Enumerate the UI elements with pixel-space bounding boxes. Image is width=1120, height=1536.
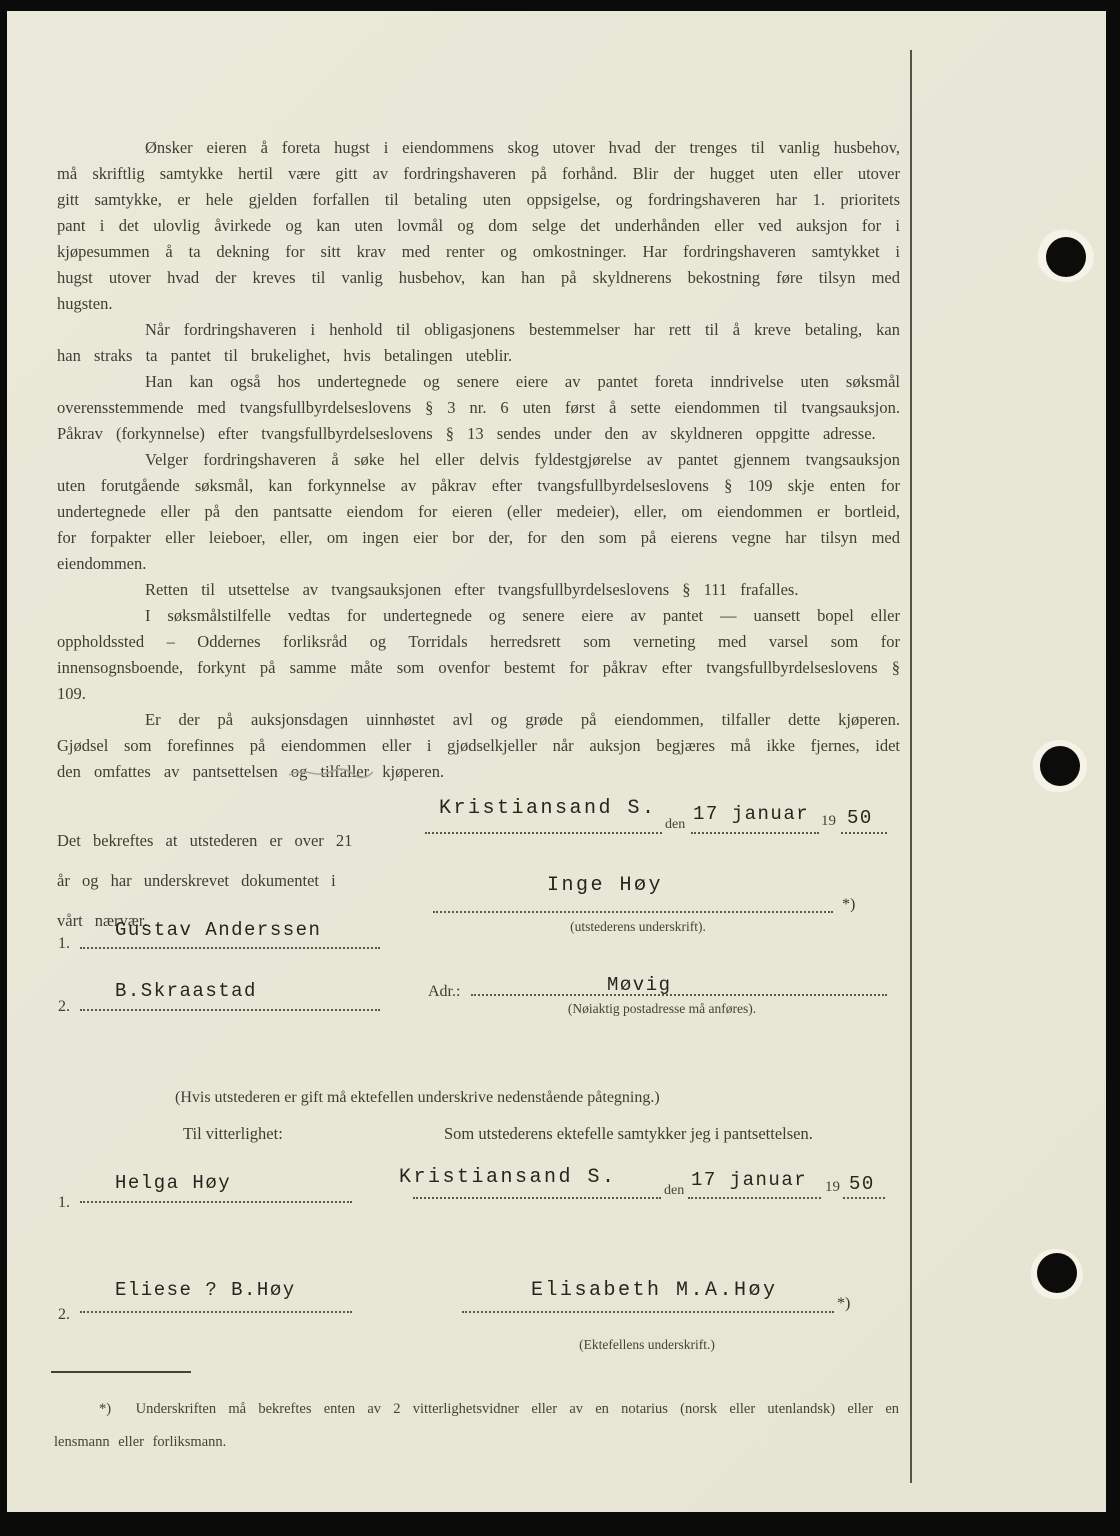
footnote-marker: *) <box>99 1401 112 1417</box>
legal-paragraph: Retten til utsettelse av tvangsauksjonen efter tvangsfullbyrdelseslovens § 111 frafalles. <box>145 580 799 599</box>
year-typed: 50 <box>847 807 873 829</box>
legal-paragraph: Velger fordringshaveren å søke hel eller delvis fyldestgjørelse av pantet gjennem tvangsauksjon uten forutgående søksmål, kan forkynnelse av påkrav efter tvangsfullbyrdelseslovens § 109 skje enten for undertegnede eller på den pantsatte eiendom for eieren (eller medeier), eller, om eiendommen er bortleid, for forpakter eller leieboer, eller, om ingen eier bor der, for den som på eierens vegne har tilsyn med eiendommen. <box>57 450 900 573</box>
spouse-witness1-name: Helga Høy <box>115 1172 232 1194</box>
spouse-place-dotted-line <box>413 1197 661 1199</box>
til-vitterlighet-label: Til vitterlighet: <box>183 1124 283 1143</box>
spouse-witness2-name: Eliese ? B.Høy <box>115 1279 296 1301</box>
place-typed: Kristiansand S. <box>439 797 657 820</box>
footnote-rule <box>51 1371 191 1373</box>
address-caption: (Nøiaktig postadresse må anføres). <box>567 1001 757 1016</box>
spouse-instruction: (Hvis utstederen er gift må ektefellen underskrive nedenstående påtegning.) <box>175 1089 660 1106</box>
spouse-year-typed: 50 <box>849 1173 875 1195</box>
address-typed: Møvig <box>607 974 672 996</box>
paper-sheet <box>7 11 1106 1512</box>
address-label: Adr.: <box>428 983 461 1000</box>
year-dotted-line <box>841 832 887 834</box>
footnote-body: Underskriften må bekreftes enten av 2 vitterlighetsvidner eller av en notarius (norsk eller utenlandsk) eller en lensmann eller forliksmann. <box>54 1401 899 1450</box>
spouse-witness1-dotted-line <box>80 1201 352 1203</box>
witness2-name: B.Skraastad <box>115 980 257 1002</box>
attestation-note-line: Det bekreftes at utstederen er over 21 <box>57 831 353 850</box>
legal-paragraph: Han kan også hos undertegnede og senere eiere av pantet foreta inndrivelse uten søksmål overensstemmende med tvangsfullbyrdelseslovens § 3 nr. 6 uten først å sette eiendommen til tvangsauksjon. Påkrav (forkynnelse) efter tvangsfullbyrdelseslovens § 13 sendes under den av skyldneren oppgitte adresse. <box>57 372 900 443</box>
spouse-witness2-dotted-line <box>80 1311 352 1313</box>
punch-hole <box>1040 746 1080 786</box>
spouse-signature: Elisabeth M.A.Høy <box>531 1279 778 1302</box>
attestation-note-line: vårt nærvær. <box>57 911 148 930</box>
spouse-witness1-number: 1. <box>58 1194 70 1211</box>
spouse-date-dotted-line <box>688 1197 821 1199</box>
spouse-consent-statement: Som utstederens ektefelle samtykker jeg i pantsettelsen. <box>444 1124 813 1143</box>
margin-rule <box>910 50 912 1483</box>
legal-paragraph: Er der på auksjonsdagen uinnhøstet avl og grøde på eiendommen, tilfaller dette kjøperen. Gjødsel som forefinnes på eiendommen eller i gjødselkjeller når auksjon begjæres må ikke fjernes, idet den omfattes av pantsettelsen og tilfaller kjøperen. <box>57 710 900 781</box>
den-label: den <box>665 817 686 832</box>
spouse-den-label: den <box>664 1183 685 1198</box>
spouse-place-typed: Kristiansand S. <box>399 1166 617 1189</box>
punch-hole <box>1037 1253 1077 1293</box>
witness1-dotted-line <box>80 947 380 949</box>
date-dotted-line <box>691 832 819 834</box>
spouse-signature-dotted-line <box>462 1311 834 1313</box>
footnote-text <box>54 1393 899 1459</box>
issuer-signature: Inge Høy <box>547 874 664 897</box>
witness1-number: 1. <box>58 935 70 952</box>
witness2-dotted-line <box>80 1009 380 1011</box>
legal-body-text <box>57 135 900 785</box>
spouse-witness2-number: 2. <box>58 1306 70 1323</box>
punch-hole <box>1046 237 1086 277</box>
place-dotted-line <box>425 832 662 834</box>
spouse-date-typed: 17 januar <box>691 1169 808 1191</box>
issuer-signature-caption: (utstederens underskrift). <box>570 919 706 934</box>
witness1-name: Gustav Anderssen <box>115 919 322 941</box>
legal-paragraph: Når fordringshaveren i henhold til obligasjonens bestemmelser har rett til å kreve betaling, kan han straks ta pantet til brukelighet, hvis betalingen uteblir. <box>57 320 900 365</box>
footnote-marker: *) <box>842 896 856 913</box>
issuer-signature-dotted-line <box>433 911 833 913</box>
attestation-note-line: år og har underskrevet dokumentet i <box>57 871 336 890</box>
spouse-signature-caption: (Ektefellens underskrift.) <box>579 1337 715 1352</box>
spouse-year-dotted-line <box>843 1197 885 1199</box>
address-dotted-line <box>471 994 887 996</box>
pencil-mark <box>287 766 375 780</box>
year-printed: 19 <box>821 813 836 829</box>
date-typed: 17 januar <box>693 803 810 825</box>
legal-paragraph: Ønsker eieren å foreta hugst i eiendommens skog utover hvad der trenges til vanlig husbehov, må skriftlig samtykke hertil være gitt av fordringshaveren på forhånd. Blir der hugget uten eller utover gitt samtykke, er hele gjelden forfallen til betaling uten oppsigelse, og fordringshaveren har 1. prioritets pant i det ulovlig åvirkede og kan uten lovmål og dom selge det underhånden eller ved auksjon for i kjøpesummen å ta dekning for sitt krav med renter og omkostninger. Har fordringshaveren samtykket i hugst utover hvad der kreves til vanlig husbehov, kan han på skyldnerens bekostning føre tilsyn med hugsten. <box>57 138 900 313</box>
witness2-number: 2. <box>58 998 70 1015</box>
footnote-marker: *) <box>837 1295 851 1312</box>
legal-paragraph: I søksmålstilfelle vedtas for undertegnede og senere eiere av pantet — uansett bopel eller oppholdssted – Oddernes forliksråd og Torridals herredsrett som verneting med varsel som for innensognsboende, forkynt på samme måte som ovenfor bestemt for påkrav efter tvangsfullbyrdelseslovens § 109. <box>57 606 900 703</box>
spouse-year-printed: 19 <box>825 1179 840 1195</box>
